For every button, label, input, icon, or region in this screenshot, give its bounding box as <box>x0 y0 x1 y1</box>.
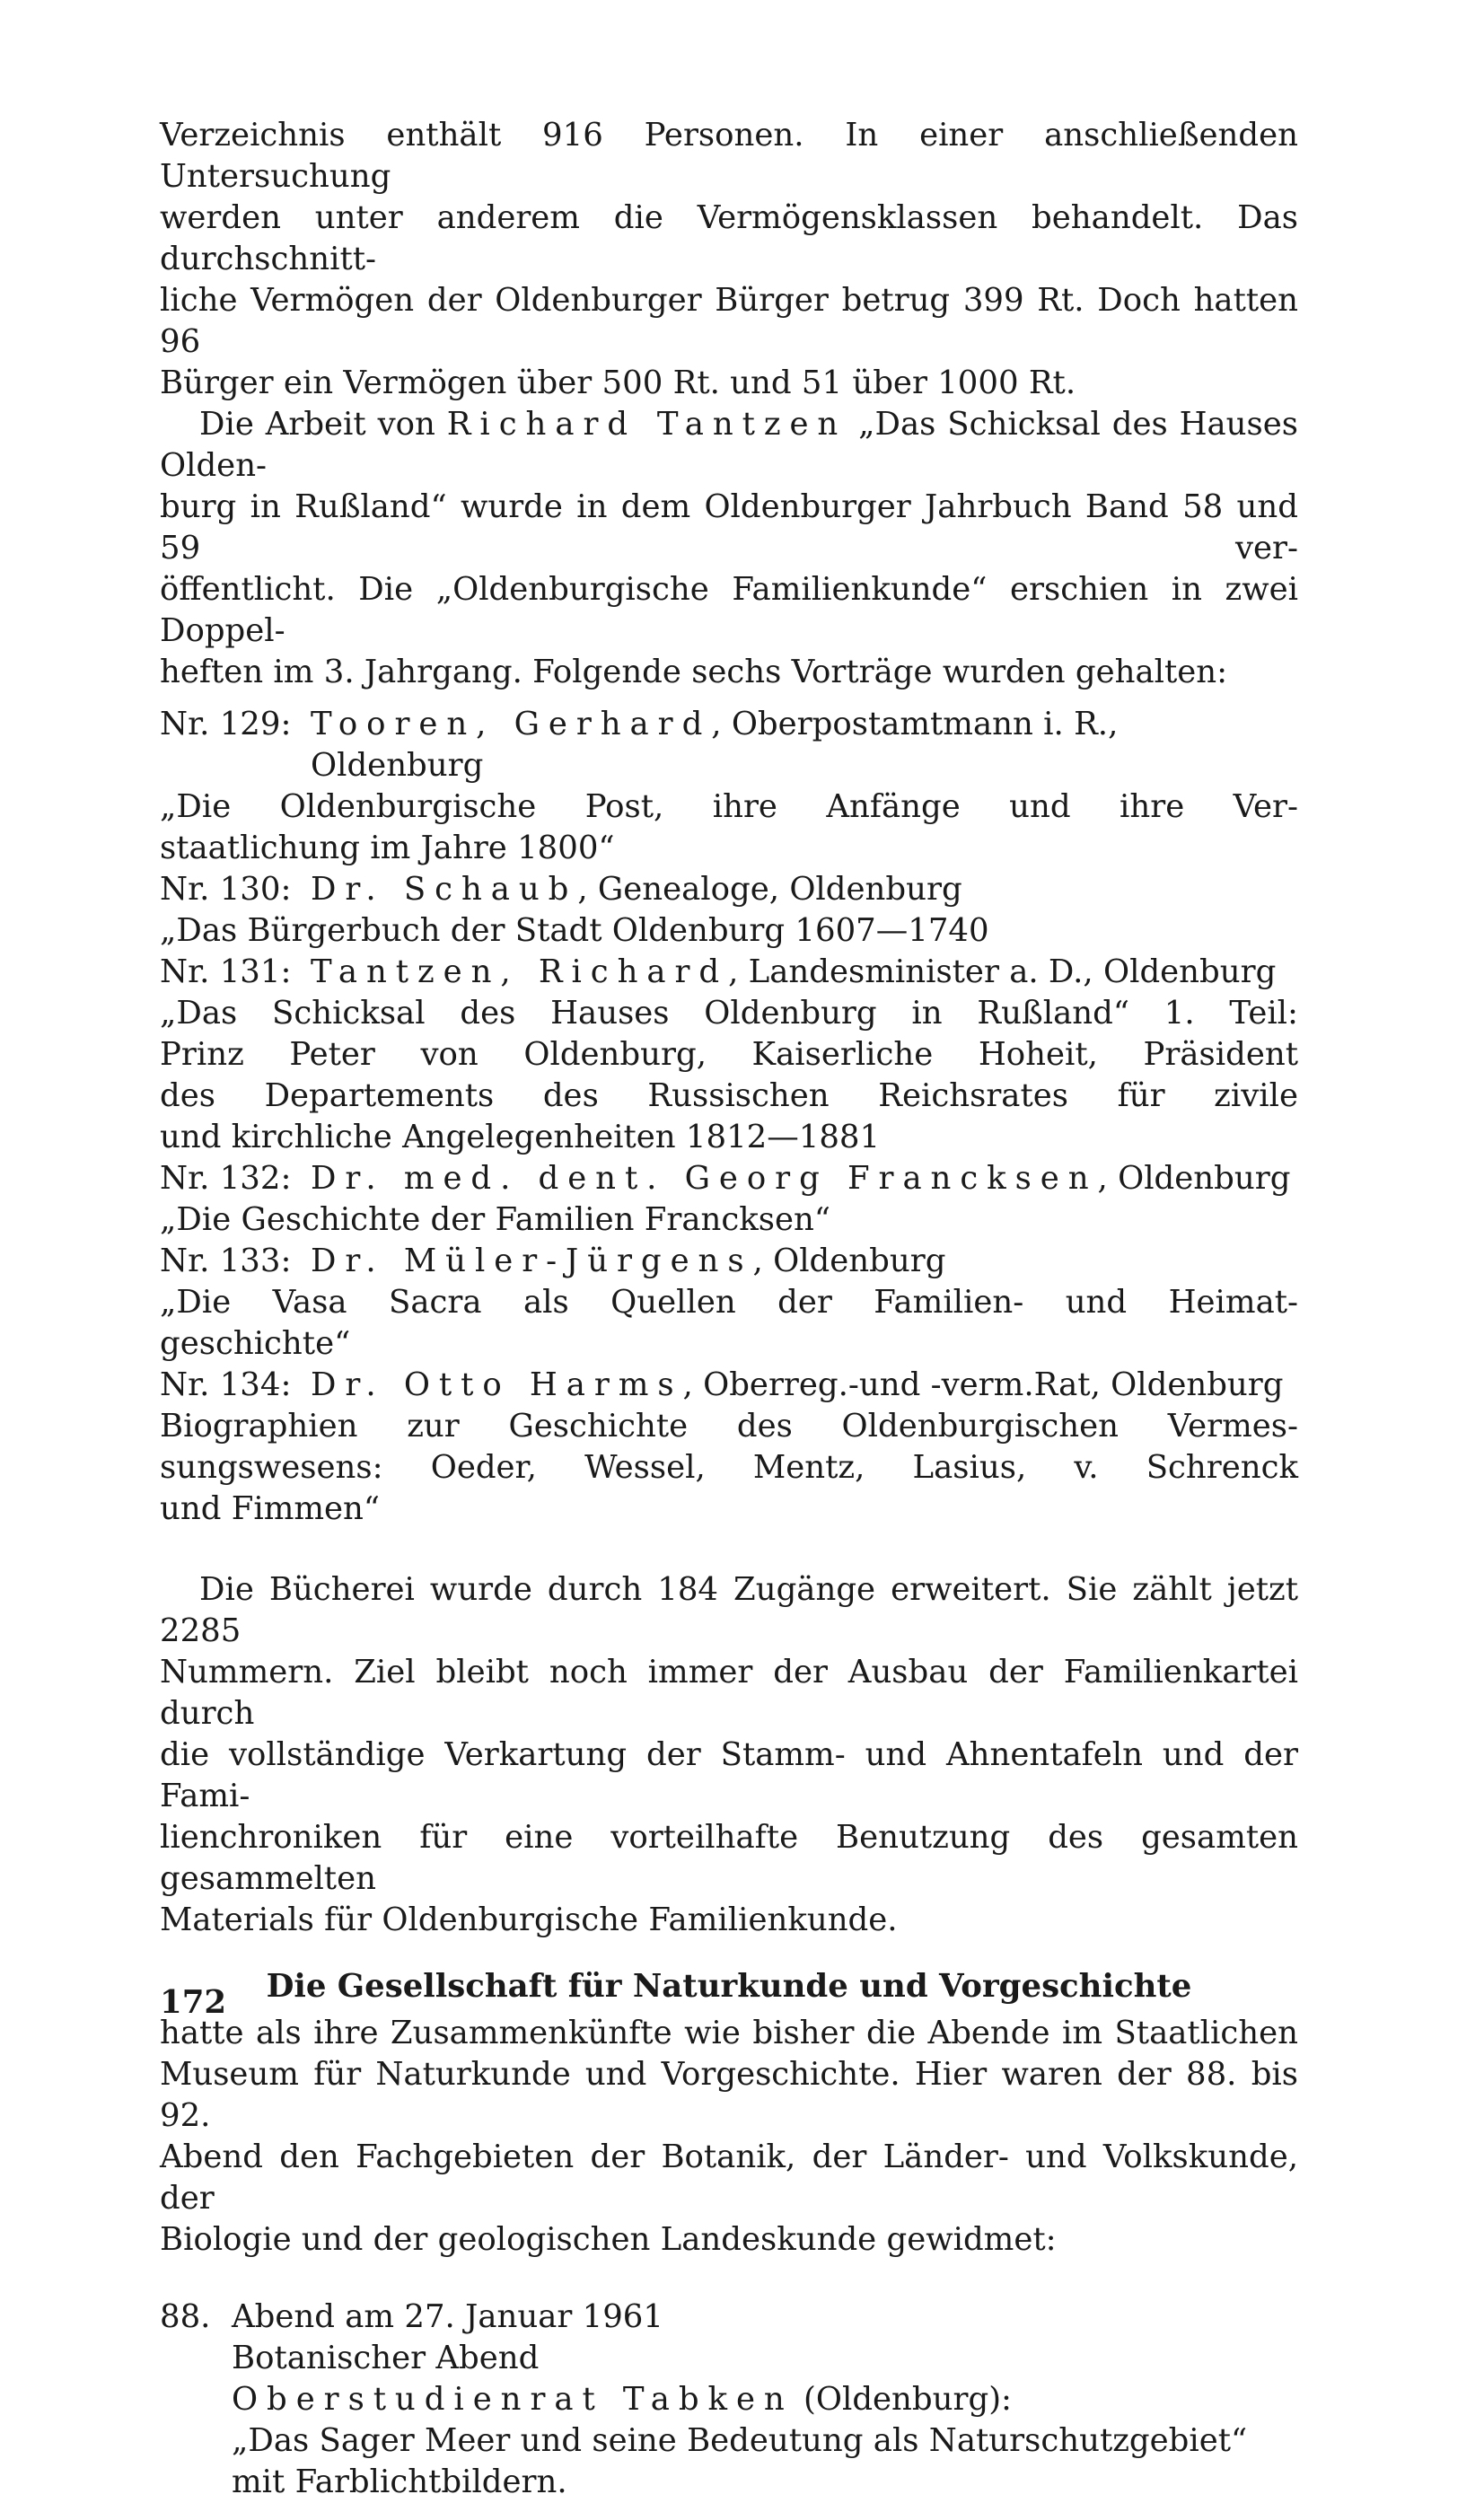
evening-speaker <box>232 2379 1298 2420</box>
lecture-number: Nr. 134: <box>160 1366 292 1403</box>
speaker-name: Tooren, Gerhard <box>311 706 712 742</box>
page-body <box>160 115 1298 2503</box>
page-number: 172 <box>160 1984 227 2021</box>
speaker-name: Oberstudienrat Tabken <box>232 2381 794 2418</box>
paragraph-line: Abend den Fachgebieten der Botanik, der Länder- und Volkskunde, der <box>160 2139 1298 2217</box>
evening-date: Abend am 27. Januar 1961 <box>232 2298 663 2335</box>
evening-topic: Botanischer Abend <box>232 2340 540 2376</box>
paragraph-line: burg in Rußland“ wurde in dem Oldenburger Jahrbuch Band 58 und 59 ver- <box>160 488 1298 566</box>
speaker-info: , Oldenburg <box>752 1243 946 1279</box>
evening-entry <box>160 2297 1298 2503</box>
speaker-name: Dr. Schaub <box>311 871 578 908</box>
lecture-title: „Das Bürgerbuch der Stadt Oldenburg 1607—1740 <box>160 912 989 949</box>
evening-title: „Das Sager Meer und seine Bedeutung als Naturschutzgebiet“ <box>232 2422 1248 2459</box>
lecture-title: und Fimmen“ <box>160 1490 381 1527</box>
speaker-name: Dr. med. dent. Georg Francksen <box>311 1160 1098 1197</box>
paragraph-line: Nummern. Ziel bleibt noch immer der Ausbau der Familienkartei durch <box>160 1654 1298 1732</box>
lecture-title: „Die Geschichte der Familien Francksen“ <box>160 1201 831 1238</box>
section-heading: Die Gesellschaft für Naturkunde und Vorgeschichte <box>266 1968 1192 2005</box>
evening-note: mit Farblichtbildern. <box>232 2463 567 2500</box>
paragraph-line: Museum für Naturkunde und Vorgeschichte. Hier waren der 88. bis 92. <box>160 2056 1298 2134</box>
speaker-name: Dr. Müler-Jürgens <box>311 1243 753 1279</box>
speaker-name: Tantzen, Richard <box>311 953 729 990</box>
lecture-title: Prinz Peter von Oldenburg, Kaiserliche Hoheit, Präsident <box>160 1036 1298 1073</box>
speaker-info: , Genealoge, Oldenburg <box>577 871 962 908</box>
paragraph-line: öffentlicht. Die „Oldenburgische Familienkunde“ erschien in zwei Doppel- <box>160 571 1298 649</box>
lecture-title: sungswesens: Oeder, Wessel, Mentz, Lasius, v. Schrenck <box>160 1449 1298 1486</box>
lecture-title: Biographien zur Geschichte des Oldenburgischen Vermes- <box>160 1408 1298 1445</box>
lecture-title: des Departements des Russischen Reichsrates für zivile <box>160 1077 1298 1114</box>
lecture-item <box>160 704 1298 786</box>
lecture-number: Nr. 130: <box>160 871 292 908</box>
paragraph-line: Biologie und der geologischen Landeskunde gewidmet: <box>160 2221 1057 2258</box>
lecture-title: „Das Schicksal des Hauses Oldenburg in Rußland“ 1. Teil: <box>160 995 1298 1032</box>
lecture-number: Nr. 129: <box>160 706 292 742</box>
lecture-speaker <box>311 869 1298 910</box>
author-name: Richard Tantzen <box>446 406 847 443</box>
paragraph-line: hatte als ihre Zusammenkünfte wie bisher die Abende im Staatlichen <box>160 2015 1298 2051</box>
lecture-title: und kirchliche Angelegenheiten 1812—1881 <box>160 1119 881 1155</box>
paragraph-line <box>160 404 1298 487</box>
paragraph-line: Bürger ein Vermögen über 500 Rt. und 51 über 1000 Rt. <box>160 364 1076 401</box>
lecture-list <box>160 704 1298 1530</box>
paragraph-line: werden unter anderem die Vermögensklassen behandelt. Das durchschnitt- <box>160 199 1298 277</box>
lecture-title: „Die Vasa Sacra als Quellen der Familien- und Heimat- <box>160 1284 1298 1321</box>
speaker-info: , Oberpostamtmann i. R., Oldenburg <box>311 706 1119 784</box>
paragraph-line: die vollständige Verkartung der Stamm- und Ahnentafeln und der Fami- <box>160 1736 1298 1814</box>
text-run: Die Arbeit von <box>199 406 447 443</box>
lecture-number: Nr. 132: <box>160 1160 292 1197</box>
paragraph-line: Die Bücherei wurde durch 184 Zugänge erweitert. Sie zählt jetzt 2285 <box>160 1571 1298 1649</box>
lecture-item <box>160 869 1298 910</box>
lecture-item <box>160 952 1298 993</box>
lecture-speaker <box>311 1365 1298 1406</box>
lecture-title: geschichte“ <box>160 1325 351 1362</box>
lecture-title: „Die Oldenburgische Post, ihre Anfänge und ihre Ver- <box>160 788 1298 825</box>
paragraph-line: liche Vermögen der Oldenburger Bürger betrug 399 Rt. Doch hatten 96 <box>160 282 1298 360</box>
lecture-speaker <box>311 1241 1298 1282</box>
speaker-name: Dr. Otto Harms <box>311 1366 683 1403</box>
lecture-speaker <box>311 704 1298 786</box>
lecture-item <box>160 1365 1298 1406</box>
lecture-item <box>160 1241 1298 1282</box>
paragraph-line: heften im 3. Jahrgang. Folgende sechs Vorträge wurden gehalten: <box>160 654 1228 690</box>
lecture-item <box>160 1158 1298 1199</box>
paragraph-line: lienchroniken für eine vorteilhafte Benutzung des gesamten gesammelten <box>160 1819 1298 1897</box>
lecture-speaker <box>311 1158 1298 1199</box>
lecture-number: Nr. 133: <box>160 1243 292 1279</box>
speaker-info: , Oberreg.-und -verm.Rat, Oldenburg <box>682 1366 1284 1403</box>
lecture-speaker <box>311 952 1298 993</box>
paragraph-line: Materials für Oldenburgische Familienkunde. <box>160 1901 898 1938</box>
lecture-title: staatlichung im Jahre 1800“ <box>160 830 615 866</box>
speaker-info: , Landesminister a. D., Oldenburg <box>728 953 1277 990</box>
evening-number: 88. <box>160 2298 211 2335</box>
speaker-info: , Oldenburg <box>1097 1160 1291 1197</box>
lecture-number: Nr. 131: <box>160 953 292 990</box>
speaker-info: (Oldenburg): <box>793 2381 1013 2418</box>
paragraph-line: Verzeichnis enthält 916 Personen. In einer anschließenden Untersuchung <box>160 117 1298 195</box>
spacer <box>160 1530 1298 1569</box>
text-run: „Das Schicksal des Hauses Olden- <box>160 406 1298 484</box>
